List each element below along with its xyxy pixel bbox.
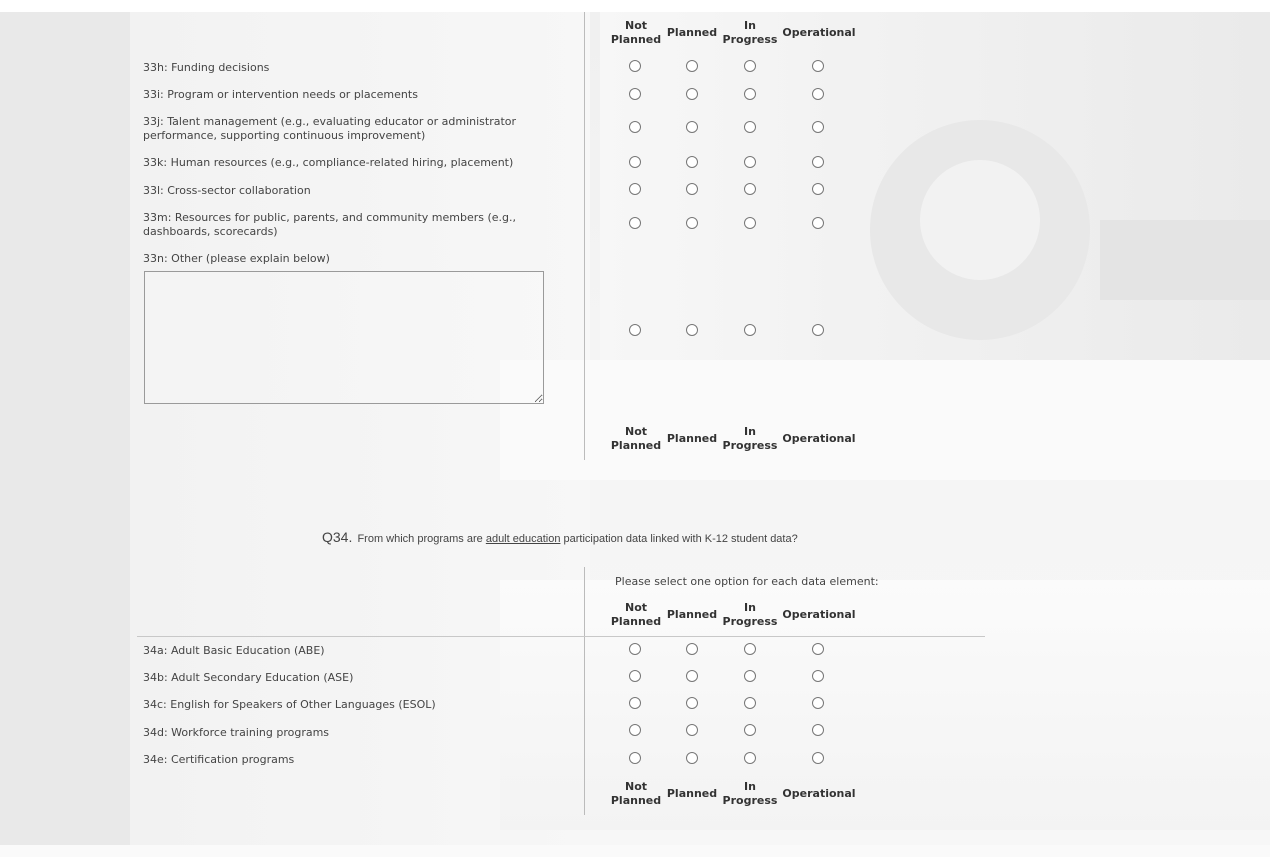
row-label-33l: 33l: Cross-sector collaboration [143, 184, 311, 197]
radio-33l-operational[interactable] [812, 183, 824, 195]
radio-34d-operational[interactable] [812, 724, 824, 736]
radio-33h-planned[interactable] [686, 60, 698, 72]
column-header-not-planned: Not Planned [610, 601, 662, 628]
q34-column-divider [584, 567, 585, 815]
column-header-operational: Operational [782, 432, 856, 445]
radio-34b-not-planned[interactable] [629, 670, 641, 682]
column-header-in-progress: In Progress [722, 780, 778, 807]
q34-instruction: Please select one option for each data element: [615, 575, 879, 588]
radio-33m-not-planned[interactable] [629, 217, 641, 229]
radio-33k-operational[interactable] [812, 156, 824, 168]
column-header-in-progress: In Progress [722, 601, 778, 628]
radio-34e-operational[interactable] [812, 752, 824, 764]
radio-33l-planned[interactable] [686, 183, 698, 195]
q34-text-after: participation data linked with K-12 student data? [560, 533, 798, 545]
radio-34d-planned[interactable] [686, 724, 698, 736]
row-label-33i: 33i: Program or intervention needs or placements [143, 88, 418, 101]
radio-33l-not-planned[interactable] [629, 183, 641, 195]
radio-33i-not-planned[interactable] [629, 88, 641, 100]
row-label-34d: 34d: Workforce training programs [143, 726, 330, 739]
column-header-in-progress: In Progress [722, 19, 778, 46]
radio-33j-in-progress[interactable] [744, 121, 756, 133]
column-header-operational: Operational [782, 26, 856, 39]
radio-34a-planned[interactable] [686, 643, 698, 655]
row-label-34b: 34b: Adult Secondary Education (ASE) [143, 671, 354, 684]
column-header-not-planned: Not Planned [610, 19, 662, 46]
radio-34a-in-progress[interactable] [744, 643, 756, 655]
column-header-planned: Planned [666, 787, 718, 800]
radio-33k-planned[interactable] [686, 156, 698, 168]
radio-33j-planned[interactable] [686, 121, 698, 133]
column-header-operational: Operational [782, 787, 856, 800]
q34-question-text [322, 527, 798, 546]
radio-33i-operational[interactable] [812, 88, 824, 100]
column-header-not-planned: Not Planned [610, 425, 662, 452]
column-header-in-progress: In Progress [722, 425, 778, 452]
column-header-planned: Planned [666, 432, 718, 445]
radio-33i-planned[interactable] [686, 88, 698, 100]
q34-header-divider [137, 636, 985, 637]
radio-33m-operational[interactable] [812, 217, 824, 229]
radio-33h-not-planned[interactable] [629, 60, 641, 72]
radio-33m-in-progress[interactable] [744, 217, 756, 229]
radio-33j-operational[interactable] [812, 121, 824, 133]
row-label-33k: 33k: Human resources (e.g., compliance-related hiring, placement) [143, 156, 514, 169]
other-explain-textarea[interactable] [144, 271, 544, 404]
row-label-34e: 34e: Certification programs [143, 753, 295, 766]
radio-33k-not-planned[interactable] [629, 156, 641, 168]
radio-33h-in-progress[interactable] [744, 60, 756, 72]
column-header-planned: Planned [666, 26, 718, 39]
radio-34c-in-progress[interactable] [744, 697, 756, 709]
radio-33n-not-planned[interactable] [629, 324, 641, 336]
radio-34b-planned[interactable] [686, 670, 698, 682]
radio-33j-not-planned[interactable] [629, 121, 641, 133]
row-label-34a: 34a: Adult Basic Education (ABE) [143, 644, 325, 657]
radio-34e-planned[interactable] [686, 752, 698, 764]
radio-33n-planned[interactable] [686, 324, 698, 336]
radio-34b-in-progress[interactable] [744, 670, 756, 682]
column-header-operational: Operational [782, 608, 856, 621]
radio-33n-in-progress[interactable] [744, 324, 756, 336]
radio-33l-in-progress[interactable] [744, 183, 756, 195]
row-label-33h: 33h: Funding decisions [143, 61, 270, 74]
radio-33m-planned[interactable] [686, 217, 698, 229]
row-label-33n: 33n: Other (please explain below) [143, 252, 330, 265]
radio-34d-not-planned[interactable] [629, 724, 641, 736]
column-header-planned: Planned [666, 608, 718, 621]
radio-33n-operational[interactable] [812, 324, 824, 336]
radio-33k-in-progress[interactable] [744, 156, 756, 168]
radio-33i-in-progress[interactable] [744, 88, 756, 100]
radio-34c-planned[interactable] [686, 697, 698, 709]
radio-34a-operational[interactable] [812, 643, 824, 655]
radio-34c-operational[interactable] [812, 697, 824, 709]
column-header-not-planned: Not Planned [610, 780, 662, 807]
radio-34e-not-planned[interactable] [629, 752, 641, 764]
radio-33h-operational[interactable] [812, 60, 824, 72]
row-label-34c: 34c: English for Speakers of Other Languages (ESOL) [143, 698, 436, 711]
radio-34d-in-progress[interactable] [744, 724, 756, 736]
radio-34e-in-progress[interactable] [744, 752, 756, 764]
row-label-33m: 33m: Resources for public, parents, and community members (e.g., dashboards, scorecards) [143, 211, 517, 238]
q34-text-underlined[interactable]: adult education [485, 533, 561, 545]
radio-34a-not-planned[interactable] [629, 643, 641, 655]
radio-34c-not-planned[interactable] [629, 697, 641, 709]
row-label-33j: 33j: Talent management (e.g., evaluating educator or administrator performance, supporting continuous improvement) [143, 115, 517, 142]
q33-column-divider [584, 12, 585, 460]
q34-text-before: From which programs are [357, 533, 486, 545]
radio-34b-operational[interactable] [812, 670, 824, 682]
q34-number: Q34. [322, 529, 353, 545]
